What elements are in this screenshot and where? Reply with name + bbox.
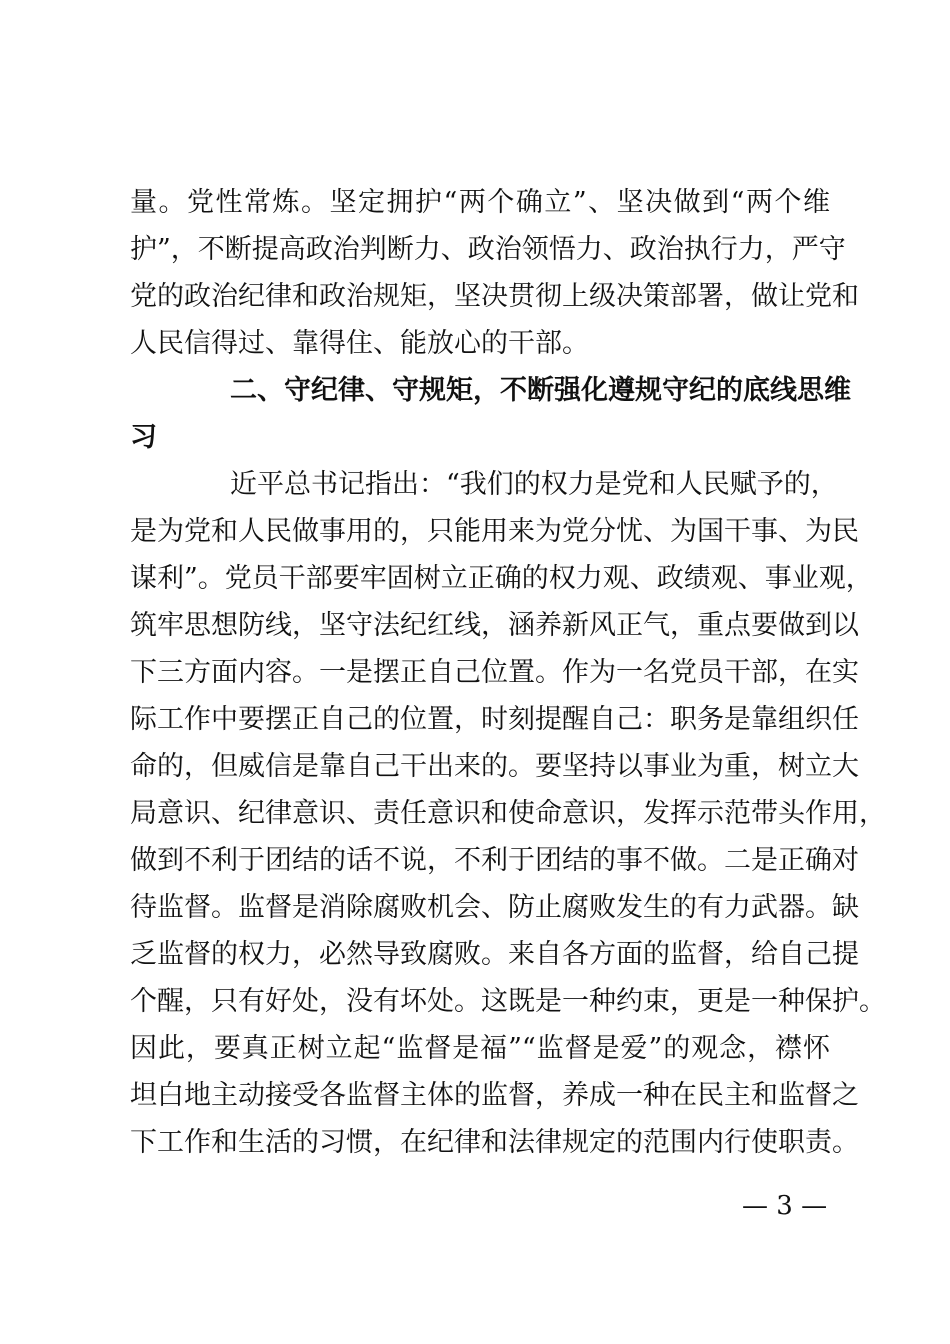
paragraph-2-line-14: 坦白地主动接受各监督主体的监督，养成一种在民主和监督之 — [130, 1080, 859, 1111]
paragraph-2-line-12: 个醒，只有好处，没有坏处。这既是一种约束，更是一种保护。 — [130, 986, 886, 1017]
paragraph-2-line-3: 谋利”。党员干部要牢固树立正确的权力观、政绩观、事业观， — [130, 563, 873, 594]
paragraph-2-line-10: 待监督。监督是消除腐败机会、防止腐败发生的有力武器。缺 — [130, 892, 859, 923]
paragraph-1-line-3: 党的政治纪律和政治规矩，坚决贯彻上级决策部署，做让党和 — [130, 281, 859, 312]
page-number: — 3 — — [742, 1191, 828, 1221]
paragraph-1-line-2: 护”，不断提高政治判断力、政治领悟力、政治执行力，严守 — [130, 234, 846, 265]
paragraph-2-line-6: 际工作中要摆正自己的位置，时刻提醒自己：职务是靠组织任 — [130, 704, 859, 735]
paragraph-2-line-5: 下三方面内容。一是摆正自己位置。作为一名党员干部，在实 — [130, 657, 859, 688]
paragraph-2-line-2: 是为党和人民做事用的，只能用来为党分忧、为国干事、为民 — [130, 516, 859, 547]
section-heading-line-1: 二、守纪律、守规矩，不断强化遵规守纪的底线思维 — [230, 375, 851, 406]
paragraph-2-line-15: 下工作和生活的习惯，在纪律和法律规定的范围内行使职责。 — [130, 1127, 859, 1158]
paragraph-2-line-4: 筑牢思想防线，坚守法纪红线，涵养新风正气，重点要做到以 — [130, 610, 859, 641]
paragraph-1-line-1: 量。党性常炼。坚定拥护“两个确立”、坚决做到“两个维 — [130, 187, 830, 218]
paragraph-2-line-9: 做到不利于团结的话不说，不利于团结的事不做。二是正确对 — [130, 845, 859, 876]
paragraph-2-line-1: 近平总书记指出：“我们的权力是党和人民赋予的， — [230, 469, 838, 500]
paragraph-1-line-4: 人民信得过、靠得住、能放心的干部。 — [130, 328, 589, 359]
paragraph-2-line-8: 局意识、纪律意识、责任意识和使命意识，发挥示范带头作用， — [130, 798, 886, 829]
paragraph-2-line-11: 乏监督的权力，必然导致腐败。来自各方面的监督，给自己提 — [130, 939, 859, 970]
paragraph-2-line-13: 因此，要真正树立起“监督是福”“监督是爱”的观念，襟怀 — [130, 1033, 830, 1064]
paragraph-2-line-7: 命的，但威信是靠自己干出来的。要坚持以事业为重，树立大 — [130, 751, 859, 782]
section-heading-line-2: 习 — [130, 422, 157, 453]
